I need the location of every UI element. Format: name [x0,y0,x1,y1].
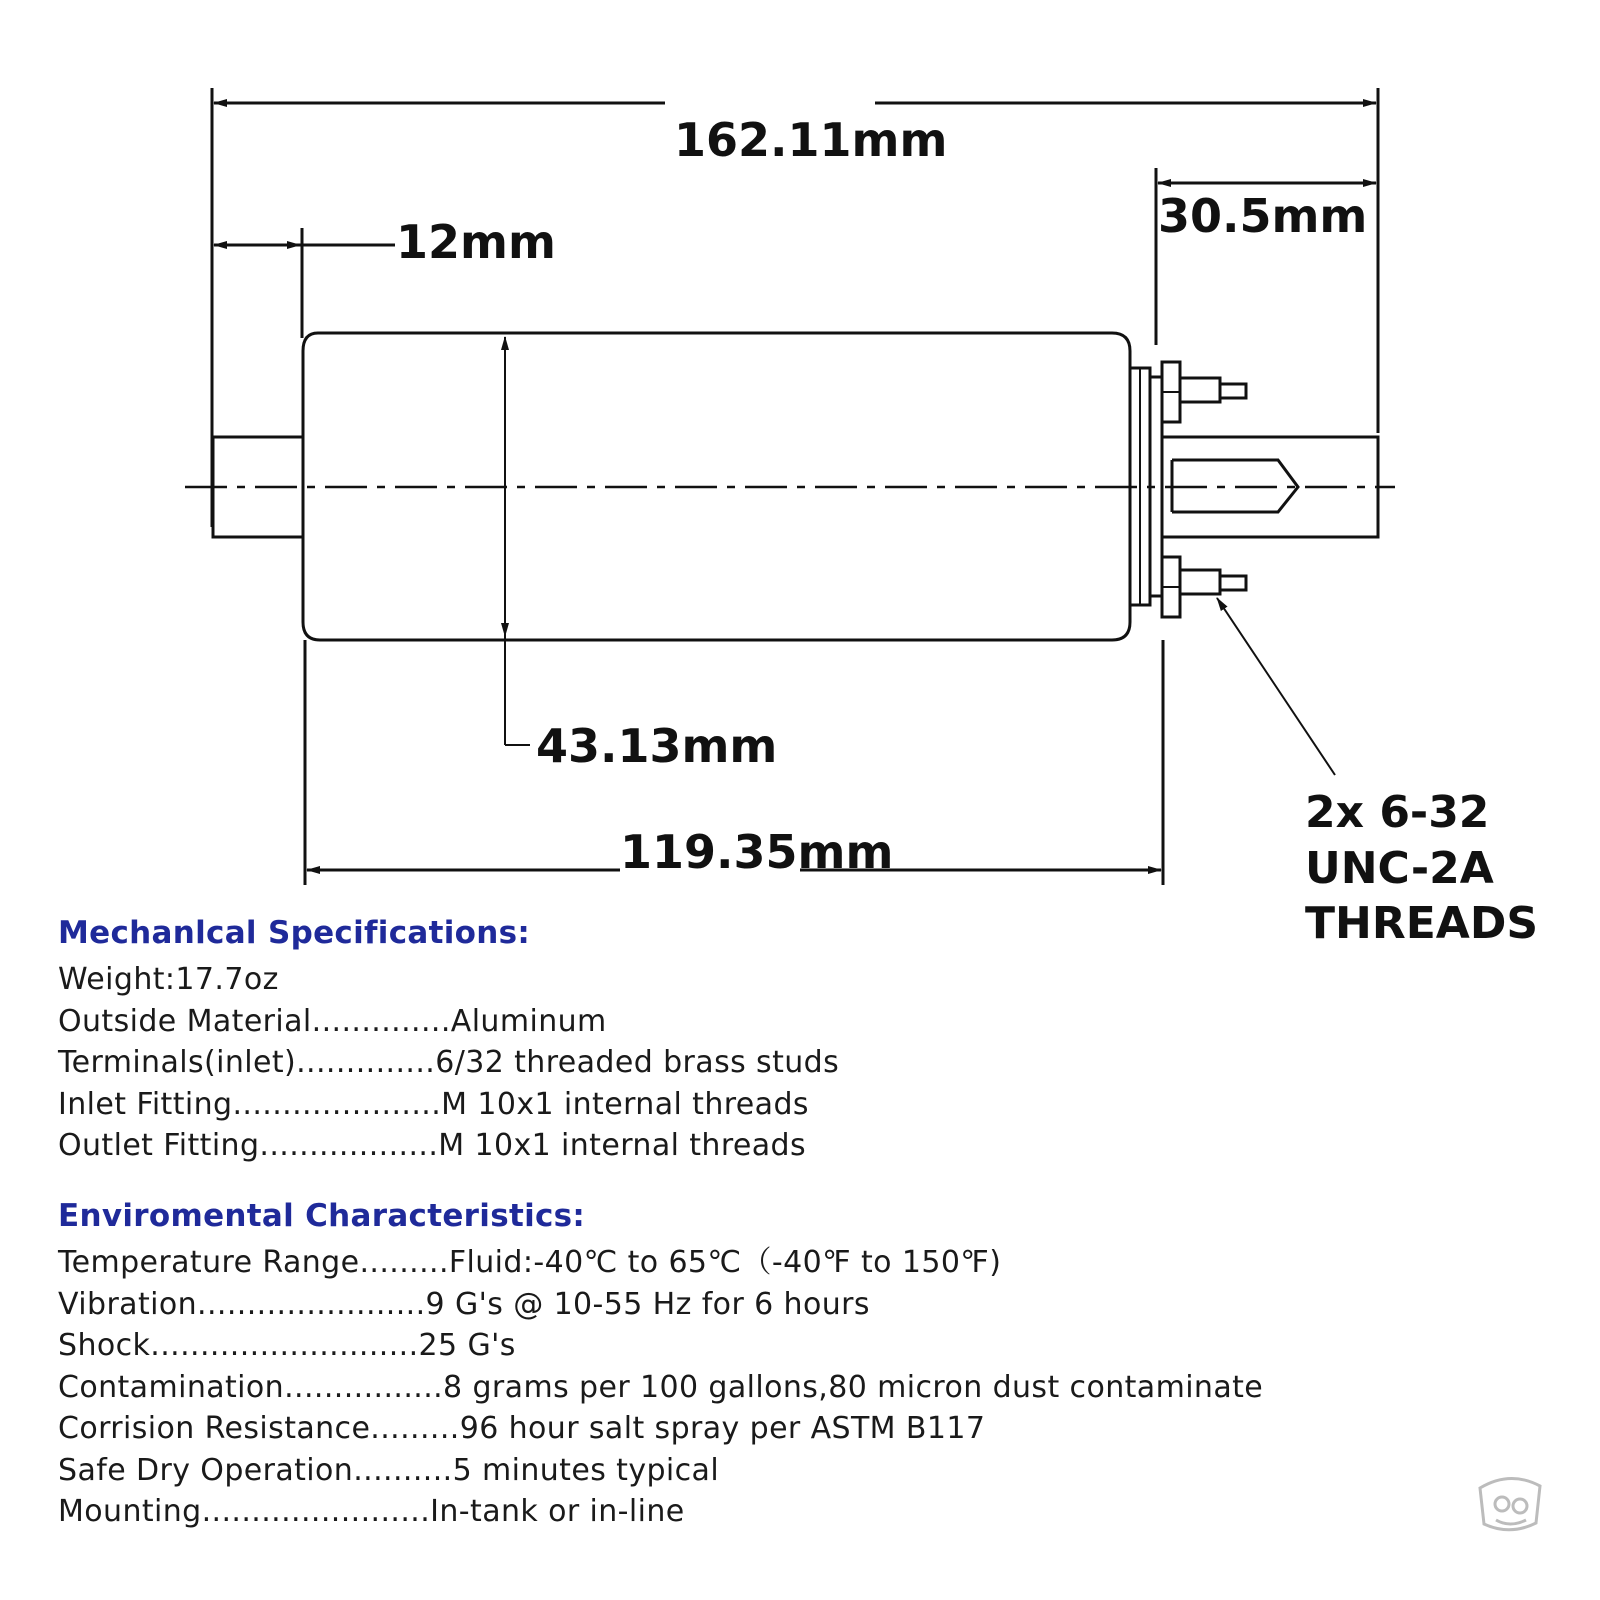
dim-label-12: 12mm [396,215,556,269]
environmental-specs [58,1198,1263,1533]
environmental-heading: Enviromental Characteristics: [58,1198,586,1234]
dim-label-dia: 43.13mm [536,719,778,773]
mechanical-heading: Mechanlcal Specifications: [58,915,531,951]
thread-leader [1217,598,1335,775]
spec-row-weight: Weight:17.7oz [58,962,279,997]
mechanical-specs [58,915,839,1167]
threads-label-3: THREADS [1305,898,1539,949]
dim-label-body: 119.35mm [620,825,894,879]
dim-label-305: 30.5mm [1158,189,1368,243]
spec-row-temperature: Temperature Range.........Fluid:-40℃ to 65℃（-40℉ to 150℉) [58,1245,1002,1280]
terminal-bottom [1162,557,1246,617]
terminal-top [1162,362,1246,422]
spec-row-dry-operation: Safe Dry Operation..........5 minutes typical [58,1452,720,1488]
spec-row-contamination: Contamination................8 grams per 100 gallons,80 micron dust contaminate [58,1369,1264,1405]
watermark-icon [1470,1468,1550,1538]
spec-row-mounting: Mounting.......................In-tank or in-line [58,1494,685,1529]
spec-row-material: Outside Material..............Aluminum [58,1003,607,1039]
spec-row-corrosion: Corrision Resistance.........96 hour salt spray per ASTM B117 [58,1411,986,1446]
spec-row-terminals: Terminals(inlet)..............6/32 threaded brass studs [58,1045,840,1080]
spec-row-inlet: Inlet Fitting.....................M 10x1 internal threads [58,1086,809,1122]
spec-row-shock: Shock...........................25 G's [58,1328,516,1363]
spec-row-vibration: Vibration.......................9 G's @ 10-55 Hz for 6 hours [58,1286,870,1322]
dim-label-overall: 162.11mm [674,113,948,167]
threads-label-2: UNC-2A [1305,843,1494,894]
spec-row-outlet: Outlet Fitting..................M 10x1 internal threads [58,1128,807,1163]
threads-label-1: 2x 6-32 [1305,787,1490,838]
